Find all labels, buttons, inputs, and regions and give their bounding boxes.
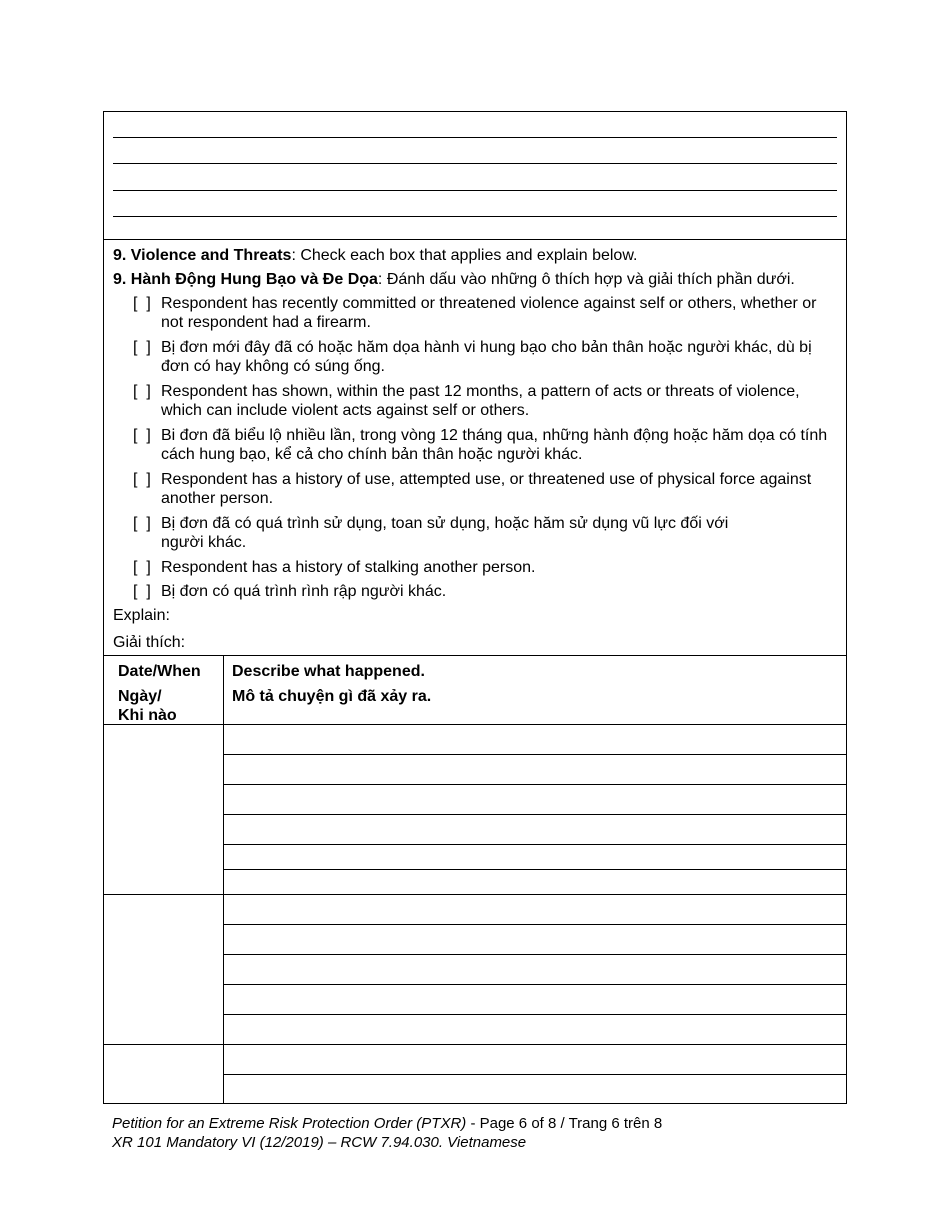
checkbox-item (133, 294, 839, 332)
checkbox[interactable]: [ ] (133, 383, 151, 400)
entry-divider (104, 1044, 846, 1045)
checkbox-label: Bị đơn mới đây đã có hoặc hăm dọa hành vi hung bạo cho bản thân hoặc người khác, dù bị đơn có hay không có súng ống. (161, 339, 812, 375)
table-row[interactable] (223, 784, 846, 785)
checkbox[interactable]: [ ] (133, 295, 151, 312)
checkbox-item (133, 558, 839, 577)
checkbox-label: Respondent has shown, within the past 12 months, a pattern of acts or threats of violence, which can include violent acts against self or others. (161, 383, 800, 419)
table-row[interactable] (223, 814, 846, 815)
checkbox[interactable]: [ ] (133, 559, 151, 576)
checkbox-item (133, 582, 839, 601)
checkbox[interactable]: [ ] (133, 471, 151, 488)
previous-explanation-box (103, 111, 847, 240)
checkbox-label: Respondent has recently committed or threatened violence against self or others, whether or not respondent had a firearm. (161, 295, 817, 331)
table-row[interactable] (223, 924, 846, 925)
checkbox-label: Bi đơn đã biểu lộ nhiều lần, trong vòng 12 tháng qua, những hành động hoặc hăm dọa có tính cách hung bạo, kể cả cho chính bản thân hoặc người khác. (161, 427, 828, 463)
entry-divider (104, 894, 846, 895)
header-divider (104, 724, 846, 725)
table-row[interactable] (223, 869, 846, 870)
writing-line[interactable] (113, 137, 837, 138)
checkbox-item (133, 514, 839, 552)
checkbox-label: Bị đơn đã có quá trình sử dụng, toan sử dụng, hoặc hăm sử dụng vũ lực đối với người khác. (161, 515, 729, 551)
violence-threats-section (103, 240, 847, 655)
table-row[interactable] (223, 954, 846, 955)
explain-label-vi: Giải thích: (113, 634, 186, 651)
explain-label-en: Explain: (113, 607, 170, 624)
table-row[interactable] (223, 844, 846, 845)
form-code: XR 101 Mandatory VI (12/2019) – RCW 7.94.030. Vietnamese (112, 1134, 527, 1151)
checkbox-label: Respondent has a history of use, attempted use, or threatened use of physical force against another person. (161, 471, 812, 507)
page-info: - Page 6 of 8 / Trang 6 trên 8 (466, 1115, 663, 1132)
checkbox[interactable]: [ ] (133, 583, 151, 600)
table-row[interactable] (223, 984, 846, 985)
writing-line[interactable] (113, 216, 837, 217)
table-row[interactable] (223, 1014, 846, 1015)
writing-line[interactable] (113, 190, 837, 191)
checkbox-item (133, 382, 839, 420)
checkbox-label: Bị đơn có quá trình rình rập người khác. (161, 583, 447, 600)
section-title-vi: 9. Hành Động Hung Bạo và Đe Dọa: Đánh dấu vào những ô thích hợp và giải thích phần dưới. (113, 271, 795, 288)
checkbox[interactable]: [ ] (133, 427, 151, 444)
checkbox[interactable]: [ ] (133, 515, 151, 532)
description-column-header: Describe what happened. Mô tả chuyện gì đã xảy ra. (232, 663, 432, 705)
checkbox[interactable]: [ ] (133, 339, 151, 356)
writing-line[interactable] (113, 163, 837, 164)
checkbox-item (133, 338, 839, 376)
table-row[interactable] (223, 1074, 846, 1075)
date-column-header: Date/When Ngày/ Khi nào (118, 663, 201, 724)
incident-table (103, 655, 847, 1104)
table-row[interactable] (223, 754, 846, 755)
section-title-en: 9. Violence and Threats: Check each box that applies and explain below. (113, 247, 638, 264)
checkbox-item (133, 426, 839, 464)
checkbox-label: Respondent has a history of stalking another person. (161, 559, 536, 576)
form-title: Petition for an Extreme Risk Protection Order (PTXR) (112, 1115, 467, 1132)
checkbox-item (133, 470, 839, 508)
page-footer (112, 1114, 662, 1152)
